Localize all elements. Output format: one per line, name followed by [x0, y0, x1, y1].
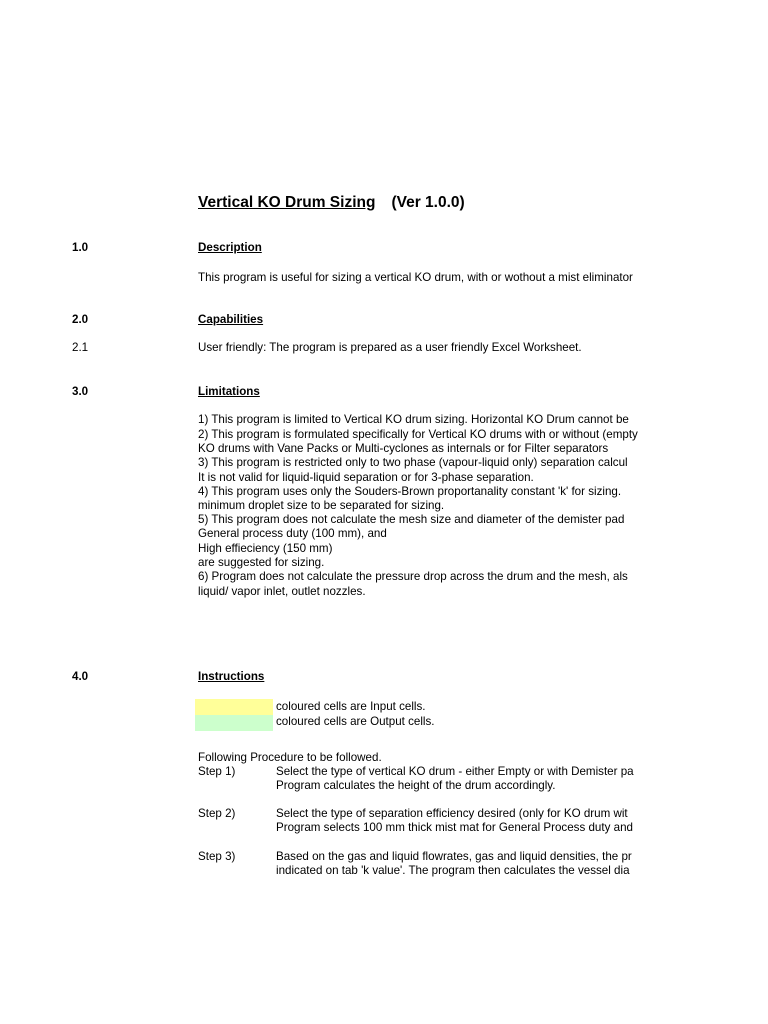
limitation-line: 2) This program is formulated specifically for Vertical KO drums with or without (empty: [198, 428, 638, 441]
step-line: indicated on tab 'k value'. The program then calculates the vessel dia: [276, 864, 630, 877]
input-cell-legend: coloured cells are Input cells.: [276, 700, 426, 713]
section-heading-instructions: Instructions: [198, 670, 265, 683]
section-number-limitations: 3.0: [72, 385, 89, 398]
step-line: Select the type of vertical KO drum - either Empty or with Demister pa: [276, 765, 634, 778]
limitation-line: 1) This program is limited to Vertical KO drum sizing. Horizontal KO Drum cannot be: [198, 413, 629, 426]
description-text: This program is useful for sizing a vertical KO drum, with or wothout a mist eliminator: [198, 271, 633, 284]
limitation-line: 4) This program uses only the Souders-Brown proportanality constant 'k' for sizing.: [198, 485, 622, 498]
title-text: Vertical KO Drum Sizing: [198, 194, 376, 211]
section-number-description: 1.0: [72, 241, 89, 254]
limitation-line: High effieciency (150 mm): [198, 542, 333, 555]
section-heading-description: Description: [198, 241, 262, 254]
section-number-instructions: 4.0: [72, 670, 89, 683]
step-label: Step 1): [198, 765, 236, 778]
section-heading-capabilities: Capabilities: [198, 313, 264, 326]
limitation-line: minimum droplet size to be separated for sizing.: [198, 499, 445, 512]
input-cell-swatch: [195, 699, 273, 715]
output-cell-swatch: [195, 715, 273, 731]
section-number-capabilities: 2.0: [72, 313, 89, 326]
limitation-line: KO drums with Vane Packs or Multi-cyclones as internals or for Filter separators: [198, 442, 609, 455]
step-line: Select the type of separation efficiency desired (only for KO drum wit: [276, 807, 628, 820]
output-cell-legend: coloured cells are Output cells.: [276, 715, 435, 728]
limitation-line: 5) This program does not calculate the mesh size and diameter of the demister pad: [198, 513, 625, 526]
document-title: [198, 193, 465, 213]
version-text: (Ver 1.0.0): [391, 194, 465, 211]
step-label: Step 3): [198, 850, 236, 863]
procedure-intro: Following Procedure to be followed.: [198, 751, 382, 764]
limitation-line: 3) This program is restricted only to two phase (vapour-liquid only) separation calcul: [198, 456, 628, 469]
limitation-line: liquid/ vapor inlet, outlet nozzles.: [198, 585, 366, 598]
step-line: Based on the gas and liquid flowrates, gas and liquid densities, the pr: [276, 850, 632, 863]
section-heading-limitations: Limitations: [198, 385, 260, 398]
step-line: Program selects 100 mm thick mist mat for General Process duty and: [276, 821, 633, 834]
step-label: Step 2): [198, 807, 236, 820]
capability-item-number: 2.1: [72, 341, 89, 354]
limitation-line: It is not valid for liquid-liquid separation or for 3-phase separation.: [198, 471, 534, 484]
capability-item-text: User friendly: The program is prepared as a user friendly Excel Worksheet.: [198, 341, 582, 354]
limitation-line: 6) Program does not calculate the pressure drop across the drum and the mesh, als: [198, 570, 628, 583]
limitation-line: are suggested for sizing.: [198, 556, 325, 569]
step-line: Program calculates the height of the drum accordingly.: [276, 779, 556, 792]
limitation-line: General process duty (100 mm), and: [198, 527, 387, 540]
